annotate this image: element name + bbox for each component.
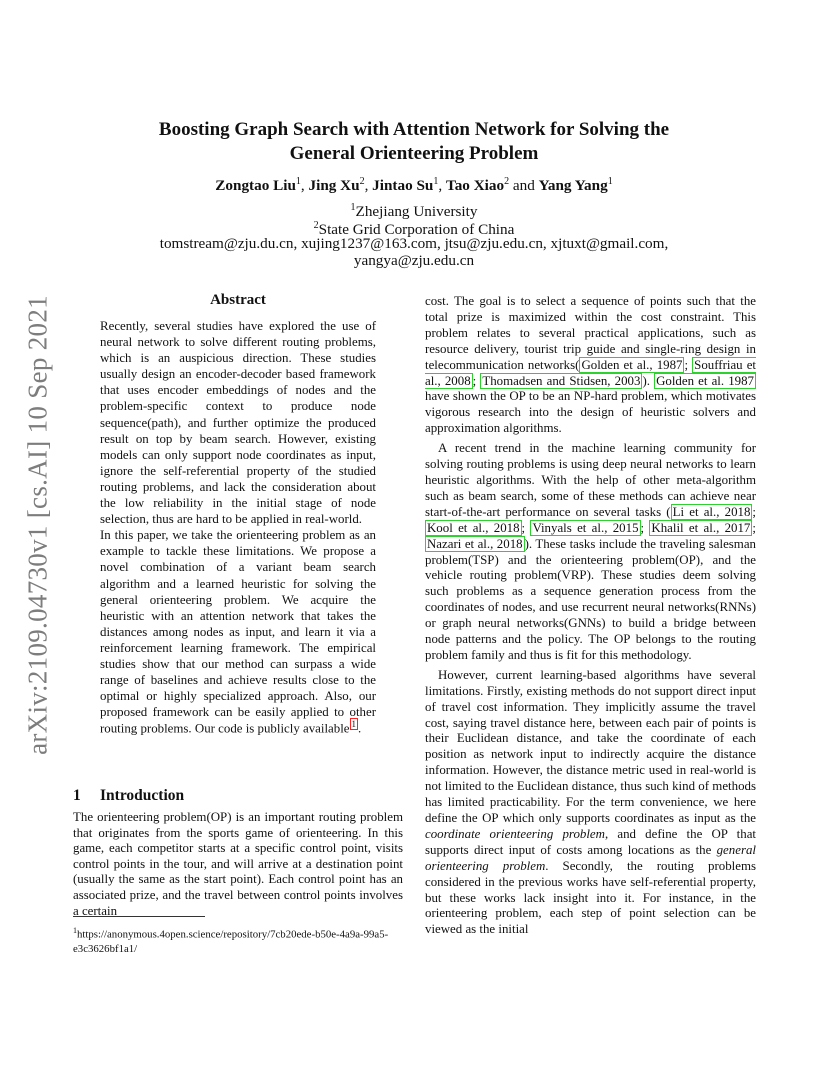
footnote-number: 1 [73,926,77,935]
abstract-heading: Abstract [210,292,266,308]
paragraph-text: ). [642,373,655,388]
affiliation-number: 2 [313,220,319,231]
abstract-paragraph-1: Recently, several studies have explored the use of neural network to solve different routing problems, which is an auspicious direction. These studies usually design an encoder-decoder based framework that uses encoder embeddings of nodes and the problem-specific context to produce node sequence(path), and further optimize the produced result on top by beam search. However, existing models can only support node coordinates as input, ignore the self-referential property of the studied routing problems, and lack the consideration about the low reliability in the initial stage of node selection, thus are hard to be applied in real-world. [100,319,376,527]
author-affiliation-mark: 1 [607,176,613,187]
author-separator: , [300,177,305,195]
citation-link[interactable]: Li et al., 2018 [672,504,751,519]
paragraph-text: cost. The goal is to select a sequence of points such that the total prize is maximized within the cost constraint. This problem relates to several practical applications, such as resource delivery, tourist trip guide and single-ring design in telecommunication networks( [425,294,756,372]
footnote-url[interactable]: https://anonymous.4open.science/repository/7cb20ede-b50e-4a9a-99a5-e3c3626bf1a1/ [73,928,389,955]
citation-link[interactable]: Khalil et al., 2017 [651,520,751,535]
author-affiliation-mark: 1 [433,176,439,187]
paragraph-text: However, current learning-based algorithms have several limitations. Firstly, existing methods do not support direct input of travel cost information. They implicitly assume the travel cost, saying travel distance here, between each pair of points is their Euclidean distance, and take the coordinate of each position as network input to indirectly acquire the distance information. However, the distance metric used in real-world is not limited to the Euclidean distance, thus such kind of methods has limited practicability. For the term convenience, we here define the OP which only supports coordinates as input as the [425,667,756,825]
author-name: Yang Yang [538,177,608,195]
affiliation-name: Zhejiang University [355,203,478,221]
citation-link[interactable]: Nazari et al., 2018 [427,536,523,551]
author-name: Jintao Su [372,177,434,195]
citation-link[interactable]: Golden et al., 1987 [581,357,683,372]
abstract-paragraph-2-text: In this paper, we take the orienteering problem as an example to tackle these limitations. We propose a novel combination of a variant beam search algorithm and a learned heuristic for solving the general orienteering problem. We acquire the heuristic with an attention network that takes the distances among nodes as input, and learn it via a reinforcement learning framework. The empirical studies show that our method can surpass a wide range of baselines and achieve results close to the optimal or highly specialized approach. Also, our proposed framework can be easily applied to other routing problems. Our code is publicly available [100,528,376,736]
term-emphasis: general orienteering problem [425,842,756,873]
paragraph-text: have shown the OP to be an NP-hard problem, which motivates vigorous research into the design of heuristic solvers and approximation algorithms. [425,389,756,436]
footnote-rule [73,916,205,917]
paragraph-text: . Secondly, the routing problems considered in the previous works have self-referential property, but these works lack insight into it. For instance, in the orienteering problem, each step of point selection can be viewed as the initial [425,858,756,937]
abstract-paragraph-2: In this paper, we take the orienteering problem as an example to tackle these limitations. We propose a novel combination of a variant beam search algorithm and a learned heuristic for solving the general orienteering problem. We acquire the heuristic with an attention network that takes the distances among nodes as input, and learn it via a reinforcement learning framework. The empirical studies show that our method can surpass a wide range of baselines and achieve results close to the optimal or highly specialized approach. Also, our proposed framework can be easily applied to other routing problems. Our code is publicly available $^1$ . [100,528,376,736]
citation-separator: ; [752,520,756,535]
section-title: Introduction [100,787,185,804]
author-list [80,176,748,195]
author-emails-line-2: yangya@zju.edu.cn [353,252,475,269]
citation-separator: ; [752,504,757,519]
abstract-body [100,318,376,737]
citation-link[interactable]: Vinyals et al., 2015 [532,520,639,535]
paragraph-text: , and define the OP that supports direct input of costs among locations as the [425,826,756,857]
section-number: 1 [73,787,81,804]
citation-link[interactable]: Souffriau et al., 2008 [425,357,756,388]
term-emphasis: coordinate orienteering problem [425,826,605,841]
footnote [73,924,403,956]
right-column [425,294,756,938]
paper-title-line-1: Boosting Graph Search with Attention Network for Solving the [158,119,670,140]
affiliation-name: State Grid Corporation of China [318,221,515,239]
author-affiliation-mark: 2 [504,176,510,187]
author-emails-line-1: tomstream@zju.du.cn, xujing1237@163.com, jtsu@zju.edu.cn, xjtuxt@gmail.com, [159,235,669,252]
right-paragraph-3 [425,668,756,938]
author-conjunction: and [512,177,535,195]
section-heading [73,787,184,805]
citation-separator: ; [472,373,481,388]
citation-link[interactable]: Golden et al. 1987 [656,373,754,388]
right-paragraph-1 [425,294,756,437]
citation-separator: ; [640,520,650,535]
arxiv-stamp-text: arXiv:2109.04730v1 [cs.AI] 10 Sep 2021 [22,295,53,755]
introduction-body [73,810,403,919]
affiliation-number: 1 [350,202,356,213]
citation-separator: ; [521,520,531,535]
author-affiliation-mark: 2 [359,176,365,187]
paragraph-text: A recent trend in the machine learning community for solving routing problems is using deep neural networks to learn heuristic algorithms. With the help of other meta-algorithm such as beam search, some of these methods can achieve near start-of-the-art performance on several tasks ( [425,441,756,519]
author-separator: , [438,177,443,195]
author-name: Jing Xu [308,177,360,195]
citation-link[interactable]: Kool et al., 2018 [427,520,520,535]
author-name: Zongtao Liu [215,177,296,195]
footnote-link[interactable]: 1 [351,719,357,730]
citation-separator: ; [684,357,693,372]
author-affiliation-mark: 1 [295,176,301,187]
intro-paragraph-1: The orienteering problem(OP) is an important routing problem that originates from the sports game of orienteering. In this game, each competitor starts at a specific control point, visits control points in the tour, and will arrive at a destination point (usually the same as the start point). Each control point has an associated prize, and the travel between control points involves a certain [73,810,403,918]
paragraph-text: ). These tasks include the traveling salesman problem(TSP) and the orienteering problem(OP), and the vehicle routing problem(VRP). These studies deem solving such problems as a sequence generation process from the coordinates of nodes, and use recurrent neural networks(RNNs) or graph neural networks(GNNs) to build a bridge between node patterns and the policy. The OP belongs to the routing problem family and thus is fit for this methodology. [425,536,756,662]
author-separator: , [364,177,369,195]
arxiv-stamp [18,292,58,758]
citation-link[interactable]: Thomadsen and Stidsen, 2003 [482,373,641,388]
paper-title-line-2: General Orienteering Problem [289,143,539,164]
author-name: Tao Xiao [445,177,505,195]
right-paragraph-2 [425,441,756,664]
